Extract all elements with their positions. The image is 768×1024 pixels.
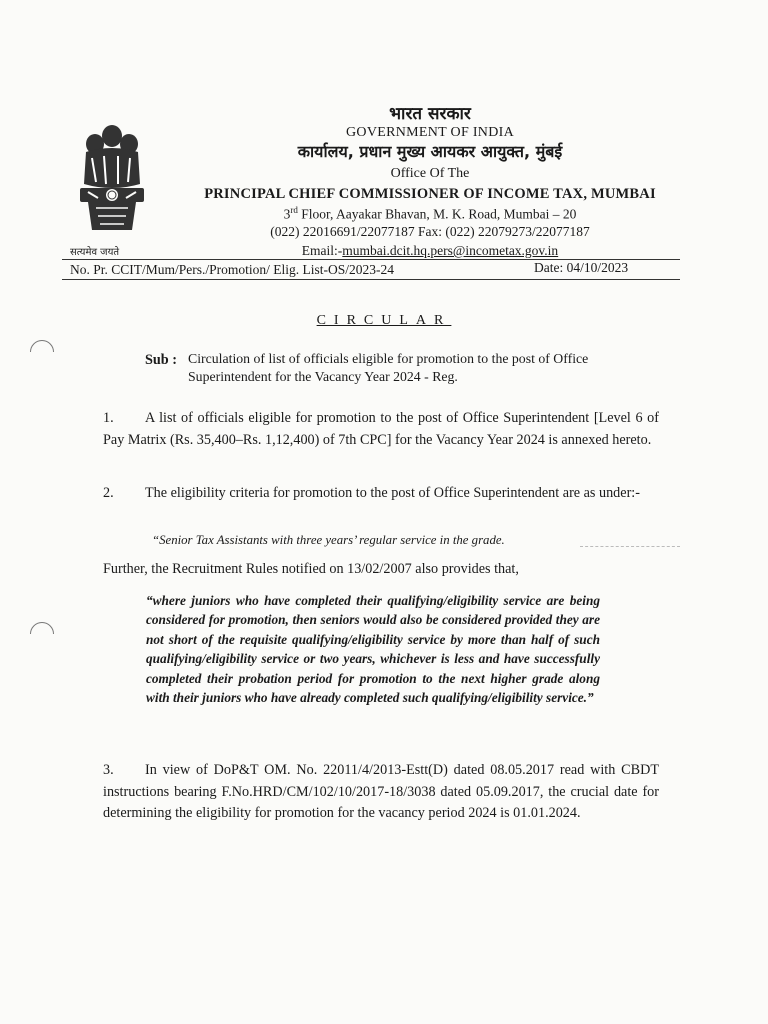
header-hindi-govt: भारत सरकार	[389, 104, 471, 124]
punch-hole-mark	[30, 340, 54, 364]
header-phone: (022) 22016691/22077187 Fax: (022) 22079273/22077187	[270, 224, 590, 239]
recruitment-rules-text: Further, the Recruitment Rules notified on 13/02/2007 also provides that,	[103, 561, 519, 577]
header-pccit: PRINCIPAL CHIEF COMMISSIONER OF INCOME TAX, MUMBAI	[204, 186, 656, 202]
header-rule-bottom	[62, 279, 680, 280]
subject-label: Sub :	[145, 352, 177, 368]
document-title: CIRCULAR	[316, 313, 452, 328]
header-government: GOVERNMENT OF INDIA	[346, 125, 514, 140]
subject-text: Circulation of list of officials eligible for promotion to the post of Office Superintendent for the Vacancy Year 2024 - Reg.	[188, 351, 589, 384]
scan-mark	[580, 546, 680, 547]
reference-number: No. Pr. CCIT/Mum/Pers./Promotion/ Elig. List-OS/2023-24	[70, 262, 395, 277]
header-office-of: Office Of The	[390, 166, 470, 181]
header-address: 3rd Floor, Aayakar Bhavan, M. K. Road, Mumbai – 20	[283, 205, 577, 222]
recruitment-rules-quote: “where juniors who have completed their qualifying/eligibility service are being considered for promotion, then seniors would also be considered provided they are not short of the requisite qualifying/eligibility service by more than half of such qualifying/eligibility service or two years, whichever is less and have successfully completed their probation period for promotion to the next higher grade along with their juniors who have already completed such qualifying/eligibility service.”	[146, 593, 600, 706]
header-email: Email:-mumbai.dcit.hq.pers@incometax.gov.in	[301, 243, 559, 258]
paragraph-3: 3. In view of DoP&T OM. No. 22011/4/2013-Estt(D) dated 08.05.2017 read with CBDT instructions bearing F.No.HRD/CM/102/10/2017-18/3038 dated 05.09.2017, the crucial date for determining the eligibility for promotion for the vacancy period 2024 is 01.01.2024.	[103, 762, 659, 821]
eligibility-quote: “Senior Tax Assistants with three years’ regular service in the grade.	[152, 533, 505, 547]
state-emblem-icon	[62, 122, 162, 262]
punch-hole-mark	[30, 622, 54, 646]
emblem-motto: सत्यमेव जयते	[70, 247, 120, 258]
header-hindi-office: कार्यालय, प्रधान मुख्य आयकर आयुक्त, मुंबई	[297, 142, 563, 161]
paragraph-1: 1. A list of officials eligible for promotion to the post of Office Superintendent [Level 6 of Pay Matrix (Rs. 35,400–Rs. 1,12,400) of 7th CPC] for the Vacancy Year 2024 is annexed hereto.	[103, 410, 659, 448]
paragraph-2: 2. The eligibility criteria for promotion to the post of Office Superintendent are as under:-	[103, 485, 640, 501]
reference-date: Date: 04/10/2023	[534, 260, 629, 275]
